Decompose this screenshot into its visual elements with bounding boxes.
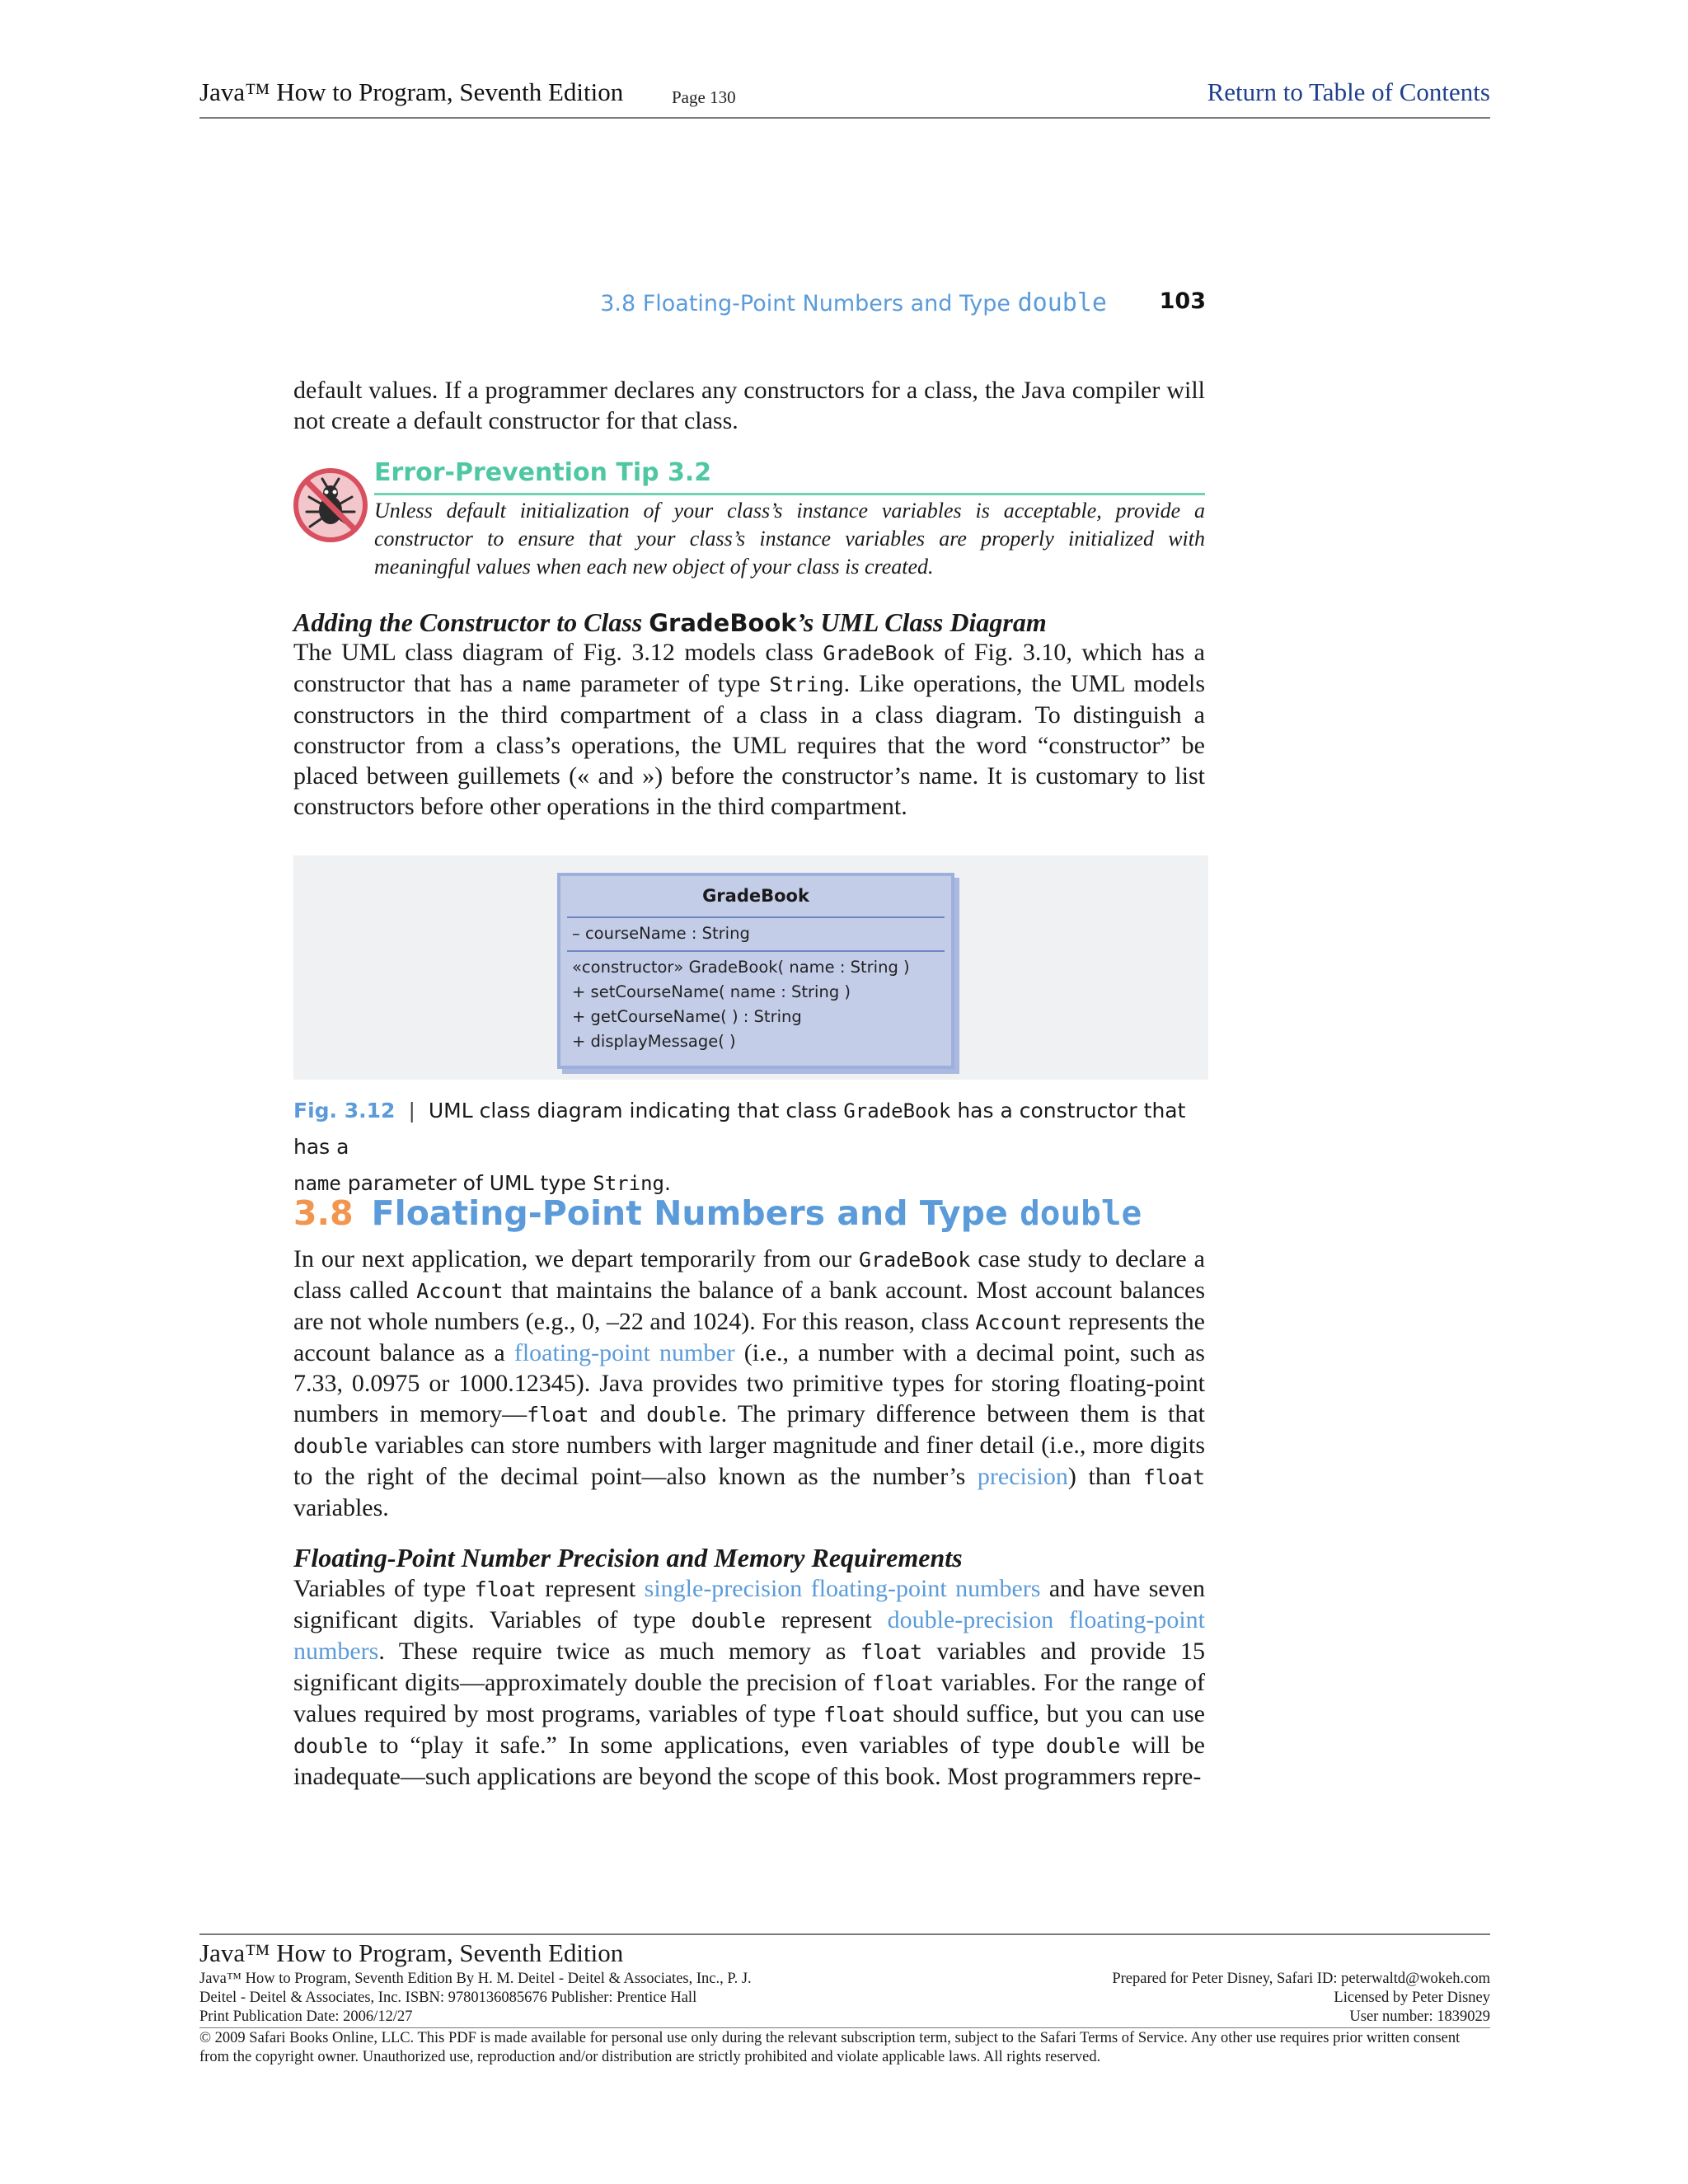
footer-divider (199, 2027, 1490, 2028)
footer-divider (199, 1933, 1490, 1935)
inline-code: float (474, 1577, 537, 1601)
subhead-precision-memory: Floating-Point Number Precision and Memory Requirements (293, 1543, 963, 1572)
bug-prohibited-icon (293, 467, 368, 543)
inline-code: GradeBook (823, 641, 935, 665)
footer-copyright: © 2009 Safari Books Online, LLC. This PDF is made available for personal use only during the relevant subscription term, subject to the Safari Terms of Service. Any other use requires prior written consent from the copyright owner. Unauthorized use, reproduction and/or distribution are strictly prohibited and violate applicable laws. All rights reserved. (199, 2030, 1461, 2065)
section-heading (293, 1193, 1142, 1233)
tip-title: Error-Prevention Tip 3.2 (374, 458, 712, 487)
footer-line: Print Publication Date: 2006/12/27 (199, 2008, 413, 2025)
inline-code: float (860, 1640, 923, 1664)
inline-code: double (293, 1734, 368, 1758)
inline-code: name (521, 673, 572, 696)
book-page-number: 103 (1159, 288, 1206, 314)
uml-compartment-divider (567, 916, 945, 918)
paragraph-default-values: default values. If a programmer declares any constructors for a class, the Java compiler will not create a default constructor for that class. (293, 377, 1205, 434)
running-head-title (600, 288, 1107, 317)
tip-body: Unless default initialization of your class’s instance variables is acceptable, provide a constructor to ensure that your class’s instance variables are properly initialized with meaningful values when each new object of your class is created. (374, 499, 1205, 579)
subhead-uml-class-diagram (293, 607, 1047, 638)
figure-label: Fig. 3.12 (293, 1099, 396, 1122)
uml-operation: + getCourseName( ) : String (572, 1007, 802, 1026)
return-to-toc-link[interactable]: Return to Table of Contents (1207, 77, 1490, 106)
inline-code: GradeBook (843, 1099, 951, 1122)
figure-caption: Fig. 3.12 | UML class diagram indicating that class GradeBook has a constructor that has a name parameter of UML type String. (293, 1099, 1186, 1195)
footer-line: Licensed by Peter Disney (1334, 1990, 1490, 2006)
subhead-text: Adding the Constructor to Class (293, 607, 649, 637)
page-label: Page 130 (672, 87, 736, 107)
subhead-code: GradeBook (649, 609, 797, 637)
footer-line: Java™ How to Program, Seventh Edition By H. M. Deitel - Deitel & Associates, Inc., P. J. (199, 1971, 752, 1987)
paragraph-precision: Variables of type float represent single-precision floating-point numbers and have seven significant digits. Variables of type double represent double-precision floating-point numbers. These require twice as much memory as float variables and provide 15 significant digits—approximately double the precision of float variables. For the range of values required by most programs, variables of type float should suffice, but you can use double to “play it safe.” In some applications, even variables of type double will be inadequate—such applications are beyond the scope of this book. Most programmers repre- (293, 1575, 1206, 1790)
key-term: floating-point number (513, 1339, 735, 1366)
inline-code: float (871, 1671, 935, 1695)
uml-operation: + setCourseName( name : String ) (572, 982, 851, 1001)
key-term: precision (977, 1463, 1068, 1490)
uml-attribute: – courseName : String (572, 924, 750, 943)
inline-code: double (1045, 1734, 1121, 1758)
inline-code: double (691, 1609, 766, 1633)
subhead-text: ’s UML Class Diagram (796, 607, 1047, 637)
key-term: double-precision floating-point numbers (293, 1606, 1205, 1665)
inline-code: float (527, 1403, 589, 1427)
uml-compartment-divider (567, 950, 945, 952)
paragraph-uml-constructor: The UML class diagram of Fig. 3.12 models class GradeBook of Fig. 3.10, which has a constructor that has a name parameter of type String. Like operations, the UML models constructors in the third compartment of a class in a class diagram. To distinguish a constructor from a class’s operations, the UML requires that the word “constructor” be placed between guillemets (« and ») before the constructor’s name. It is customary to list constructors before other operations in the third compartment. (293, 639, 1205, 820)
section-number: 3.8 (293, 1193, 354, 1233)
paragraph-account-class: In our next application, we depart temporarily from our GradeBook case study to declare a class called Account that maintains the balance of a bank account. Most account balances are not whole numbers (e.g., 0, –22 and 1024). For this reason, class Account represents the account balance as a floating-point number (i.e., a number with a decimal point, such as 7.33, 0.0975 or 1000.12345). Java provides two primitive types for storing floating-point numbers in memory—float and double. The primary difference between them is that double variables can store numbers with larger magnitude and finer detail (i.e., more digits to the right of the decimal point—also known as the number’s precision) than float variables. (293, 1245, 1205, 1521)
section-title-code: double (1020, 1193, 1142, 1233)
inline-code: Account (975, 1310, 1062, 1334)
uml-class-box (557, 873, 954, 1069)
footer-line: Prepared for Peter Disney, Safari ID: peterwaltd@wokeh.com (1112, 1971, 1490, 1987)
running-head-section-text: 3.8 Floating-Point Numbers and Type (600, 291, 1018, 316)
tip-divider (374, 493, 1205, 495)
footer-line: User number: 1839029 (1349, 2008, 1490, 2025)
book-title: Java™ How to Program, Seventh Edition (199, 77, 624, 106)
footer-license-info (1112, 1970, 1490, 2027)
running-head (293, 285, 1206, 321)
key-term: single-precision floating-point numbers (644, 1575, 1041, 1602)
footer-publication-info (199, 1970, 752, 2027)
inline-code: double (646, 1403, 721, 1427)
inline-code: String (769, 673, 844, 696)
uml-operation-constructor: «constructor» GradeBook( name : String ) (572, 958, 910, 977)
figure-separator: | (408, 1099, 415, 1122)
safari-header (199, 77, 1490, 119)
footer-book-title: Java™ How to Program, Seventh Edition (199, 1938, 624, 1967)
footer-line: Deitel - Deitel & Associates, Inc. ISBN: 9780136085676 Publisher: Prentice Hall (199, 1990, 697, 2006)
inline-code: name (293, 1172, 341, 1195)
inline-code: Account (416, 1279, 504, 1303)
inline-code: GradeBook (859, 1248, 971, 1272)
inline-code: float (1142, 1465, 1205, 1489)
uml-class-name: GradeBook (702, 886, 809, 906)
section-title: Floating-Point Numbers and Type double (371, 1193, 1142, 1233)
uml-operation: + displayMessage( ) (572, 1032, 736, 1051)
running-head-code: double (1017, 288, 1107, 317)
inline-code: float (823, 1703, 886, 1727)
inline-code: double (293, 1434, 368, 1458)
inline-code: String (593, 1172, 664, 1195)
